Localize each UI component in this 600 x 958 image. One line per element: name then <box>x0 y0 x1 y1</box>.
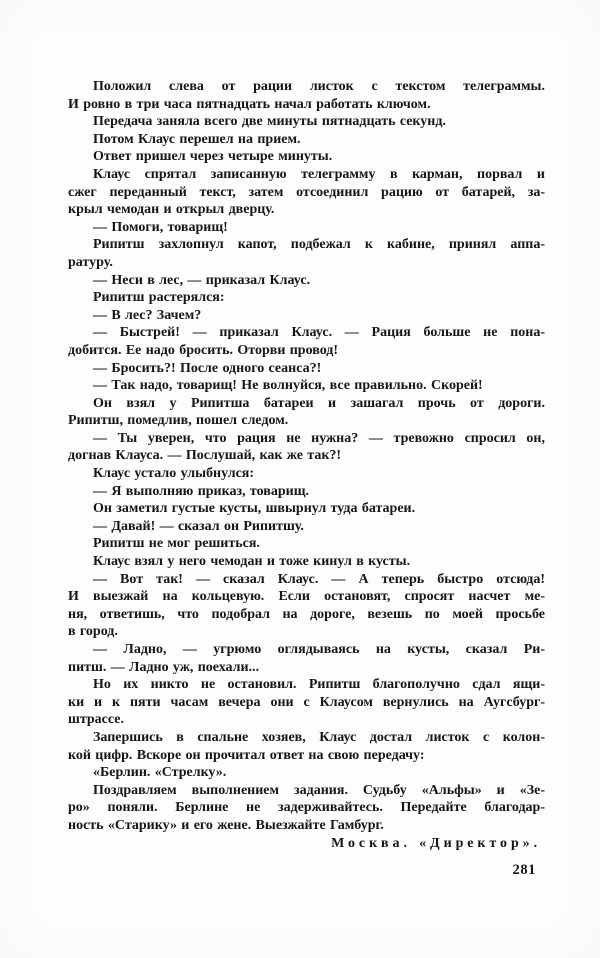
text-line: — Быстрей! — приказал Клаус. — Рация больше не пона- <box>93 325 545 341</box>
text-line: сжег переданный текст, затем отсоединил рацию от батарей, за- <box>68 184 545 200</box>
text-line: — В лес? Зачем? <box>93 307 202 323</box>
paragraph <box>68 729 545 764</box>
paragraph <box>68 360 545 378</box>
paragraph <box>68 535 545 553</box>
text-line: — Я выполняю приказ, товарищ. <box>93 483 310 499</box>
paragraph <box>68 483 545 501</box>
paragraph <box>68 324 545 359</box>
paragraph <box>68 289 545 307</box>
text-line: крыл чемодан и открыл дверцу. <box>68 202 275 218</box>
text-block <box>68 78 545 852</box>
paragraph <box>68 148 545 166</box>
text-line: Поздравляем выполнением задания. Судьбу «Альфы» и «Зе- <box>93 782 545 798</box>
text-line: Клаус взял у него чемодан и тоже кинул в кусты. <box>93 554 411 570</box>
text-line: ность «Старику» и его жене. Выезжайте Гамбург. <box>68 817 384 833</box>
paragraph <box>68 764 545 782</box>
text-line: Рипитш растерялся: <box>93 290 225 306</box>
text-line: Рипитш не мог решиться. <box>93 536 260 552</box>
paragraph <box>68 465 545 483</box>
paragraph <box>68 430 545 465</box>
paragraph <box>68 307 545 325</box>
text-line: — Давай! — сказал он Рипитшу. <box>93 518 304 534</box>
text-line: Передача заняла всего две минуты пятнадцать секунд. <box>93 114 446 130</box>
text-line: в город. <box>68 624 118 640</box>
paragraph <box>68 219 545 237</box>
text-line: Рипитш, помедлив, пошел следом. <box>68 413 289 429</box>
text-line: штрассе. <box>68 712 124 728</box>
text-line: — Так надо, товарищ! Не волнуйся, все правильно. Скорей! <box>93 378 483 394</box>
paragraph <box>68 166 545 219</box>
paragraph <box>68 641 545 676</box>
paragraph <box>68 236 545 271</box>
text-line: Запершись в спальне хозяев, Клаус достал листок с колон- <box>93 729 545 745</box>
paragraph <box>68 500 545 518</box>
text-line: ратуру. <box>68 254 113 270</box>
paragraph <box>68 272 545 290</box>
text-line: кой цифр. Вскоре он прочитал ответ на свою передачу: <box>68 747 425 763</box>
text-line: Он взял у Рипитша батареи и зашагал прочь от дороги. <box>93 395 545 411</box>
paragraph <box>68 131 545 149</box>
text-line: Ответ пришел через четыре минуты. <box>93 149 333 165</box>
text-line: Клаус устало улыбнулся: <box>93 466 255 482</box>
paragraph <box>68 113 545 131</box>
paragraph <box>68 676 545 729</box>
text-line: — Ладно, — угрюмо оглядываясь на кусты, сказал Ри- <box>93 642 545 657</box>
page-number: 281 <box>512 862 536 878</box>
text-line: Он заметил густые кусты, швырнул туда батареи. <box>93 501 416 517</box>
paragraph <box>68 518 545 536</box>
text-line: Но их никто не остановил. Рипитш благополучно сдал ящи- <box>93 677 545 693</box>
text-line: И выезжай на кольцевую. Если остановят, спросят насчет ме- <box>68 589 545 605</box>
text-line: Рипитш захлопнул капот, подбежал к кабине, принял аппа- <box>93 237 545 253</box>
paragraph <box>68 571 545 641</box>
text-line: добится. Ее надо бросить. Оторви провод! <box>68 342 339 358</box>
text-line: Потом Клаус перешел на прием. <box>93 131 301 147</box>
text-line: «Берлин. «Стрелку». <box>93 765 227 781</box>
text-line: И ровно в три часа пятнадцать начал работать ключом. <box>68 96 431 112</box>
paragraph <box>68 78 545 113</box>
text-line: — Неси в лес, — приказал Клаус. <box>93 272 311 288</box>
text-line: питш. — Ладно уж, поехали... <box>68 659 260 675</box>
text-line: ки и к пяти часам вечера они с Клаусом вернулись на Аугсбург- <box>68 694 545 710</box>
text-line: догнав Клауса. — Послушай, как же так?! <box>68 448 342 464</box>
text-line: — Ты уверен, что рация не нужна? — тревожно спросил он, <box>93 430 545 446</box>
paragraph <box>68 782 545 835</box>
paragraph <box>68 395 545 430</box>
text-line: Москва. «Директор». <box>331 835 541 851</box>
paragraph <box>68 553 545 571</box>
text-line: — Бросить?! После одного сеанса?! <box>93 360 322 376</box>
paragraph <box>68 377 545 395</box>
text-line: ро» поняли. Берлине не задерживайтесь. Передайте благодар- <box>68 800 545 816</box>
text-line: — Вот так! — сказал Клаус. — А теперь быстро отсюда! <box>93 571 545 587</box>
paragraph <box>68 835 545 853</box>
text-line: — Помоги, товарищ! <box>93 219 228 235</box>
text-line: ня, ответишь, что подобрал на дороге, везешь по моей просьбе <box>68 606 545 622</box>
text-line: Клаус спрятал записанную телеграмму в карман, порвал и <box>93 166 545 182</box>
text-line: Положил слева от рации листок с текстом телеграммы. <box>93 79 545 94</box>
